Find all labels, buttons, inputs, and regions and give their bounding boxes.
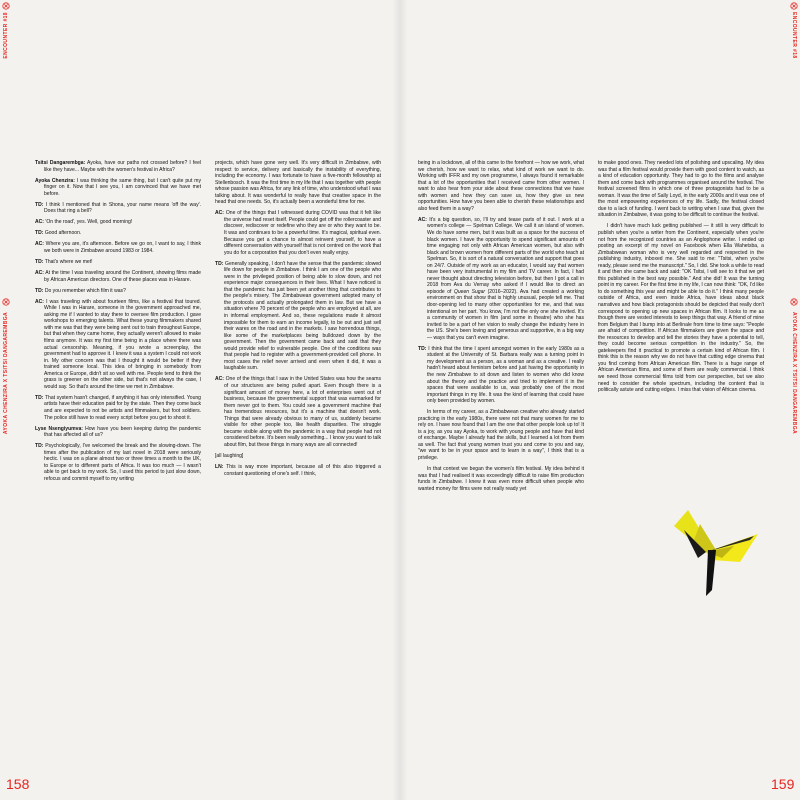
speaker: AC: — [215, 376, 224, 383]
text-column-1 — [35, 160, 201, 487]
speaker: AC: — [215, 210, 224, 217]
speaker: Lyse Nsengiyumva: — [35, 425, 83, 432]
speaker: TD: — [35, 259, 44, 266]
speaker: Tsitsi Dangarembga: — [35, 160, 86, 166]
paragraph: That's where we met! — [43, 259, 93, 266]
paragraph: One of the things that I witnessed during COVID was that it felt like the universe had reset itself. People could get off the rollercoaster and discover, rediscover or redefine who they are or who they want to be. It was and continues to be a powerful time. It's magical, spiritual even. Because you get a chance to almost reinvent yourself, to have a different conversation with yourself that is not centred on the work that you do for a corporation that you don't even really enjoy. — [223, 210, 381, 256]
red-circle-x-icon — [2, 298, 10, 306]
show-title: Queen Sugar — [453, 288, 486, 295]
paragraph: projects, which have gone very well. It's very difficult in Zimbabwe, with respect to service, delivery and basically the instability of everything, including the economy. I was fortunate to have a five-month fellowship at Stellenbosch. It was the first time in my life that I was together with people whose passion was Africa, for any link of time, who understood what I was talking about. It was wonderful to really have that creative space in the head that one needs. So, it's actually been a wonderful time for me. — [215, 160, 381, 206]
speaker: TD: — [215, 260, 224, 267]
stage-note: [all laughing] — [215, 452, 244, 459]
paragraph: This is way more important, because all of this also triggered a constant questioning of one's self. I think, — [223, 464, 381, 477]
paragraph: It's a big question, so, I'll try and tease parts of it out. I work at a women's college — Spelman College. We call it an island of women. We do have some men, but it was built as a space for the success of black women. I have the opportunity to spend significant amounts of time engaging not only with African American women, but also with black and brown women from different parts of the world who teach at Spelman. So, it is sort of a natural conversation and support that goes on 24/7. Outside of my work as an educator, I would say that women have been very instrumental in my film and TV career. In fact, I had never thought about directing television before, but then I got a call in 2018 from Ava du Vernay who asked if I would like to direct an episode of — [426, 216, 584, 295]
paragraph: (2016–2022). Ava had created a working environment on that show that is highly unusual, people tell me. That door-opening led to many other opportunities for me, and that was intentional on her part. You know, I'm not the only one she invited. It's a community of women in film (and some in theatre) who she has invited to be a part of her vision to really change the industry here in the US. She's been loving and generous and supportive, in a big way — ways that you can't even imagine. — [427, 288, 584, 341]
red-circle-x-icon — [2, 2, 10, 10]
left-running-head-top: ENCOUNTER #18 — [3, 12, 9, 59]
page-number-right: 159 — [771, 776, 795, 792]
speaker: TD: — [35, 443, 44, 450]
paragraph: That system hasn't changed, if anything it has only intensified. Young artists have their education paid for by the state. Then they come back and are expected to not be artists and filmmakers, but foot soldiers. The police still have to read every script before you get to shoot it. — [43, 394, 202, 421]
paragraph: Do you remember which film it was? — [43, 287, 126, 294]
paragraph: I didn't have much luck getting published — it still is very difficult to publish when you're a writer from the Continent, especially when you're not from the recognized countries as an Anglophone writer. I ended up posting an excerpt of my novel on Facebook when Ella Wahetsba, a Zimbabwean woman who is very well regarded and respected in the publishing industry, inboxed me. She said to me: "Tsitsi, when you're ready, please send me the manuscript." So, I did. She took a while to read it and then she came back and said: "OK Tsitsi, I will see to it that we get this published in the best way possible." And she did! It was the turning point in my career. For the first time in my life, I can now think: "OK, I'd like to do something this year and might be able to do it." I think many people outside of Africa, and even inside Africa, have ideas about black narratives and how black protagonists should be depicted that really don't correspond to opening up new spaces in African film. It looks to me as though there are vested interests to keep things that way. A friend of mine from Belgium that I bump into at Berlinale from time to time says: "People are afraid of competition. If African filmmakers are given the space and the resources to develop and tell the stories they have a potential to tell, they could become serious competition in the industry." So, the gatekeepers find it practical to promote a certain kind of African film. I think this is the reason why we do not have that cutting edge cinema that you find coming from African American film. There is a huge range of African American films, and some of them are really commercial. I think we need those commercial films told from our perspective, but we also need to consider the whole spectrum, including the content that is politically astute and cutting edges. I miss that vision of African cinema. — [598, 223, 764, 394]
paragraph: Generally speaking, I don't have the sense that the pandemic slowed life down for people in Zimbabwe. I think I am one of the people who were in the privileged position of being able to slow down, and not experience major consequences in their lives. What I have noticed is that the pandemic has just been yet another thing that contributes to the people's misery. The Zimbabwean government adopted many of the protocols and actually prolongated them in law. But we have a situation where 70 percent of the people who are employed at all, are in informal employment. And so, these regulations made it almost impossible for them to earn an income legally, to be out and just sell their wares on the road and in the markets. I saw horrendous things, like some of the marketplaces being bulldozed down by the government. Then the government came back and said that they would provide relief to vulnerable people. One of the conditions was that people had to register with a government-provided cell phone. In most cases the relief never arrived and even when it did, it was a laughable sum. — [223, 260, 381, 372]
gutter-shadow — [392, 0, 408, 800]
speaker: AC: — [35, 270, 44, 277]
paragraph: Where you are, it's afternoon. Before we go on, I want to say, I think we both were in Zimbabwe around 1983 or 1984. — [43, 241, 201, 254]
paragraph: Psychologically, I've welcomed the break and the slowing-down. The times after the publication of my last novel in 2018 were seriously hectic. I was on a plane almost two or three times a month to the UK, to Europe or to different parts of Africa. It was too much — I wasn't able to get back to my work. So, I used this period to just slow down, refocus and commit myself to my writing — [43, 443, 201, 482]
speaker: AC: — [35, 219, 44, 226]
speaker: AC: — [35, 241, 44, 248]
speaker: TD: — [35, 230, 44, 237]
butterfly-image — [654, 500, 764, 600]
paragraph: I was thinking the same thing, but I can't quite put my finger on it. Now that I see you, I am convinced that we have met before. — [44, 177, 201, 197]
speaker: Ayoka Chenzira: — [35, 177, 75, 184]
paragraph: In terms of my career, as a Zimbabwean creative who already started practicing in the early 1980s, there were not that many women for me to rely on. I have now found that I am the one that other people look up to! It is a joy, as you say Ayoka, to work with young people and have that kind of exchange. Maybe I already had the skills, but I learned a lot from them as well. The fact that young women trust you and come to you and say, "we want to be in your space and to learn in a way", I think that is a privilege. — [418, 409, 584, 462]
paragraph: 'On the road', yes. Well, good morning! — [43, 219, 133, 226]
paragraph: I was traveling with about fourteen films, like a festival that toured. While I was in Harare, someone in the government approached me, asking me if I wanted to stay there to oversee film production. I gave workshops to emerging talents. What these young filmmakers shared with me was that they were being sent out to train throughout Europe, but that when they came home, they actually weren't allowed to make films anymore. It was my first time being in a place where there was actual censorship. Meaning, if you wrote a screenplay, the government had to approve it. I knew it was a system I could not work in. My other concern was that I thought it would be better if they trained someone local. This idea of bringing in somebody from America or Europe, didn't sit so well with me. People tend to think the grass is greener on the other side, but that's not always the case, I would say. So that's around the time we met in Zimbabwe. — [43, 298, 201, 390]
right-running-head-mid: AYOKA CHENZIRA X TSITSI DANGAREMBGA — [791, 312, 797, 435]
paragraph: Good afternoon. — [43, 230, 82, 237]
speaker: AC: — [418, 216, 427, 223]
text-column-4 — [598, 160, 764, 398]
page-number-left: 158 — [6, 776, 30, 792]
paragraph: How have you been keeping during the pandemic that has affected all of us? — [44, 425, 202, 439]
speaker: TD: — [35, 201, 44, 208]
speaker: TD: — [35, 394, 44, 401]
left-running-head-mid: AYOKA CHENZIRA X TSITSI DANGAREMBGA — [3, 312, 9, 435]
paragraph: At the time I was traveling around the Continent, showing films made by African American directors. One of these places was in Harare. — [43, 270, 201, 283]
paragraph: I think that the time I spent amongst women in the early 1980s as a student at the University of St. Barbara really was a turning point in my development as a person, as a woman and as a creative. I really hadn't heard about feminism before and just having the opportunity in the new Zimbabwe to sit down and listen to women who did know about the theory and the practice and tried to implement it in the spaces that were available to us, was probably one of the most important things in my life. It was the kind of learning that could have only been provided by women. — [426, 345, 584, 405]
text-column-2 — [215, 160, 381, 482]
speaker: AC: — [35, 298, 44, 305]
paragraph: I think I mentioned that in Shona, your name means 'off the way'. Does that ring a bell? — [43, 201, 201, 215]
paragraph: One of the things that I saw in the United States was how the seams of our structures are being pulled apart. Even though there is a significant amount of money here, a lot of enterprises went out of business, because the governmental support that was earmarked for them never got to them. You could see a government machine that has tremendous resources, but it's a machine that doesn't work. Things that were already obvious to many of us, suddenly became visible for other people too, like health disparities. The struggle became visible along with the pandemic in a way that people had not considered before. It's been really something... I know you want to talk about film, but these things in many ways are all connected! — [223, 376, 381, 448]
text-column-3 — [418, 160, 584, 497]
paragraph: to make good ones. They needed lots of polishing and upscaling. My idea was that a film festival would provide them with good content to watch, as a kind of education opportunity. They had to go to the films and analyse them and come back with programmes organised around the festival. The festival screened films in which one of three protagonists had to be a woman. It was the time of Sally Loyd, in the early 2000s and it was one of the most empowering experiences of my life. Sadly, the festival closed due to a lack of funding. I went back to writing when I saw that, given the situation in Zimbabwe, it was going to be difficult to continue the festival. — [598, 160, 764, 219]
speaker: TD: — [418, 345, 427, 352]
right-running-head-top: ENCOUNTER #18 — [791, 12, 797, 59]
red-circle-x-icon — [790, 298, 798, 306]
paragraph: Ayoka, have our paths not crossed before? I feel like they have... Maybe with the women's festival in Africa? — [44, 160, 202, 173]
speaker: TD: — [35, 287, 44, 294]
red-circle-x-icon — [790, 2, 798, 10]
paragraph: In that context we began the women's film festival. My idea behind it was that I had realised it was exceedingly difficult to raise film production funds in Zimbabwe. I knew it was even more difficult when people who wanted money for films were not really ready yet — [418, 466, 584, 492]
speaker: LN: — [215, 464, 224, 471]
paragraph: being in a lockdown, all of this came to the forefront — how we work, what we cherish, how we want to relax, what kind of work we want to do. Working with IFFR and my own programme, I always found it remarkable that a lot of the opportunities that I received came from other women. I want to also hear from your side about these connections that we have with women and how they can save us, how they give us new opportunities. How have you been able to cherish these relationships and also feed them in a way? — [418, 160, 584, 212]
